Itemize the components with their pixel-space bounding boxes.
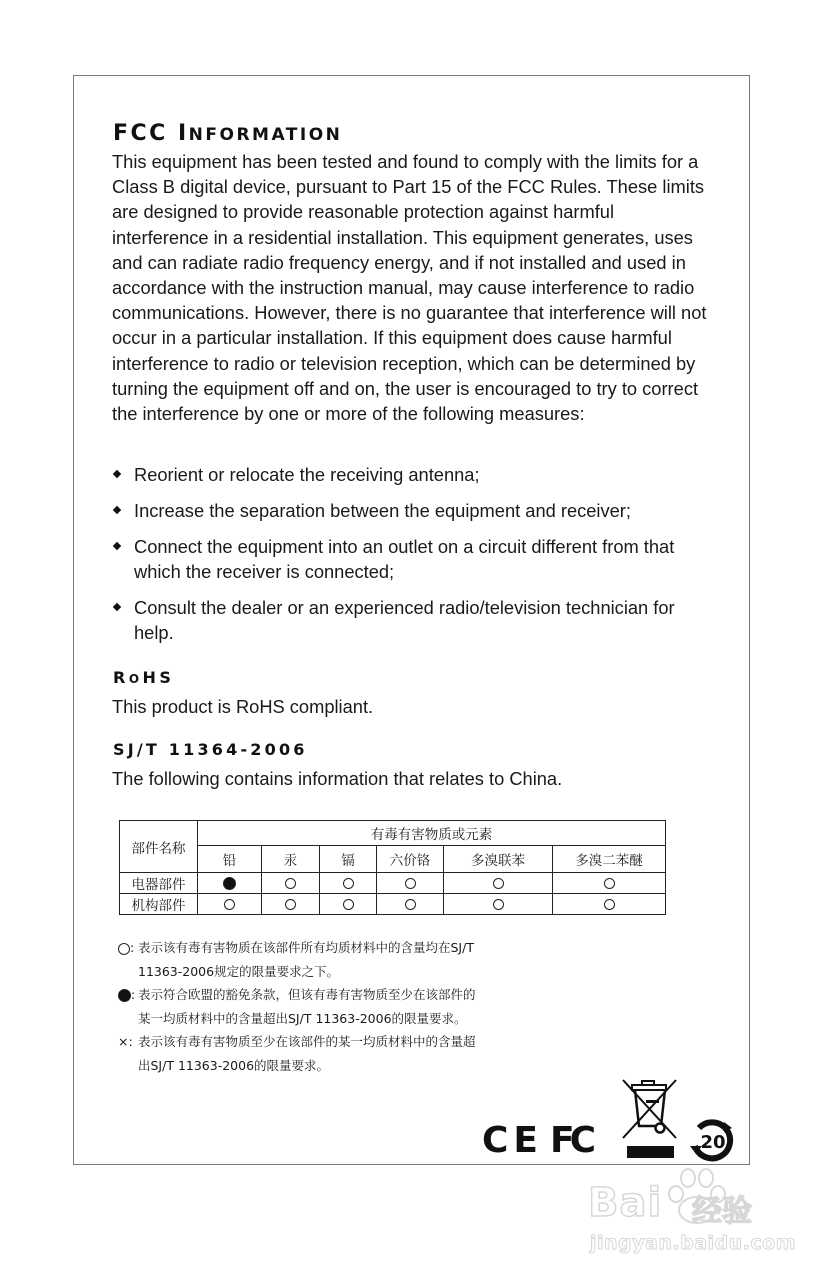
row-part-name: 机构部件 [120,894,198,915]
legend-text-line: 出SJ/T 11363-2006的限量要求。 [138,1057,330,1073]
svg-text:20: 20 [700,1132,726,1153]
open-circle-icon [493,899,504,910]
legend-text-line: 某一均质材料中的含量超出SJ/T 11363-2006的限量要求。 [138,1010,467,1026]
diamond-bullet-icon [113,603,121,611]
table-row [120,894,666,915]
table-cell [320,894,377,915]
list-item [112,498,712,523]
legend-item-open [118,936,476,983]
fcc-heading-rest: NFORMATION [188,125,343,145]
column-header: 多溴二苯醚 [553,846,666,873]
diamond-bullet-icon [113,506,121,514]
fcc-body: This equipment has been tested and found to comply with the limits for a Class B digital device, pursuant to Part 15 of the FCC Rules. These limits are designed to provide reasonable protection against harmful interference in a residential installation. This equipment generates, uses and can radiate radio frequency energy, and if not installed and used in accordance with the instruction manual, may cause interference to radio communications. However, there is no guarantee that interference will not occur in a particular installation. If this equipment does cause harmful interference to radio or television reception, which can be determined by turning the equipment off and on, the user is encouraged to try to correct the interference by one or more of the following measures: [112,151,707,425]
measure-text: Consult the dealer or an experienced radio/television technician for help. [134,597,675,643]
ce-mark-icon: CE [482,1120,544,1161]
table-cell [198,873,262,894]
rohs-heading-hs: HS [142,668,175,687]
legend-symbol [118,983,135,1007]
crossed-out-wheelie-bin-icon [620,1078,680,1160]
fcc-measures-list [112,462,712,645]
legend-text-line: 11363-2006规定的限量要求之下。 [138,963,340,979]
baidu-jingyan-watermark [588,1158,796,1258]
legend-text-line: 表示该有毒有害物质至少在该部件的某一均质材料中的含量超 [138,1034,476,1049]
legend-item-cross [118,1030,476,1077]
open-circle-icon [405,899,416,910]
cross-icon: × [118,1034,129,1049]
column-header: 多溴联苯 [444,846,553,873]
open-circle-icon [285,899,296,910]
table-cell [553,873,666,894]
table-legend [118,936,476,1077]
measure-text: Reorient or relocate the receiving antenna; [134,464,480,485]
table-cell [553,894,666,915]
table-cell [377,873,444,894]
filled-circle-icon [223,877,236,890]
table-header-row [120,821,666,846]
certification-logos [480,1078,750,1166]
list-item [112,462,712,487]
column-header: 汞 [262,846,320,873]
column-header: 铅 [198,846,262,873]
open-circle-icon [604,878,615,889]
table-cell [377,894,444,915]
legend-separator: : [128,1034,133,1049]
measure-text: Connect the equipment into an outlet on a circuit different from that which the receiver is connected; [134,536,675,582]
fcc-logo-icon [550,1120,591,1161]
open-circle-icon [285,878,296,889]
open-circle-icon [118,943,130,955]
legend-symbol [118,936,134,960]
column-header: 镉 [320,846,377,873]
fcc-heading [113,121,342,146]
open-circle-icon [604,899,615,910]
diamond-bullet-icon [113,542,121,550]
rohs-body: This product is RoHS compliant. [112,696,374,717]
table-cell [444,873,553,894]
sjt-body: The following contains information that relates to China. [112,768,563,789]
rohs-heading-o: O [128,672,143,686]
watermark-product-text: 经验 [692,1194,752,1229]
legend-text-line: 表示该有毒有害物质在该部件所有均质材料中的含量均在SJ/T [138,940,474,955]
rohs-heading-r: R [113,668,129,687]
table-cell [444,894,553,915]
table-cell [198,894,262,915]
watermark-url: jingyan.baidu.com [590,1232,796,1254]
open-circle-icon [405,878,416,889]
fcc-logo-text: FC [550,1120,592,1161]
legend-item-filled [118,983,476,1030]
column-header: 六价铬 [377,846,444,873]
legend-separator: : [130,940,135,955]
table-row [120,873,666,894]
open-circle-icon [493,878,504,889]
watermark-brand: Bai [588,1180,663,1226]
open-circle-icon [224,899,235,910]
diamond-bullet-icon [113,470,121,478]
table-cell [320,873,377,894]
substances-group-header: 有毒有害物质或元素 [198,821,666,846]
list-item [112,595,712,645]
measure-text: Increase the separation between the equipment and receiver; [134,500,631,521]
table-cell [262,894,320,915]
row-part-name: 电器部件 [120,873,198,894]
part-name-header: 部件名称 [120,821,198,873]
legend-text-line: 表示符合欧盟的豁免条款，但该有毒有害物质至少在该部件的 [138,987,476,1002]
legend-symbol [118,1030,133,1054]
hazardous-substances-table [119,820,666,915]
table-subheader-row [120,846,666,873]
open-circle-icon [343,899,354,910]
table-cell [262,873,320,894]
watermark-product [692,1186,752,1230]
rohs-heading [113,668,174,687]
environment-protection-use-period-icon [686,1116,738,1164]
filled-circle-icon [118,989,131,1002]
fcc-heading-prefix: FCC I [113,121,189,146]
sjt-heading: SJ/T 11364-2006 [113,740,308,759]
open-circle-icon [343,878,354,889]
list-item [112,534,712,584]
legend-separator: : [131,987,136,1002]
